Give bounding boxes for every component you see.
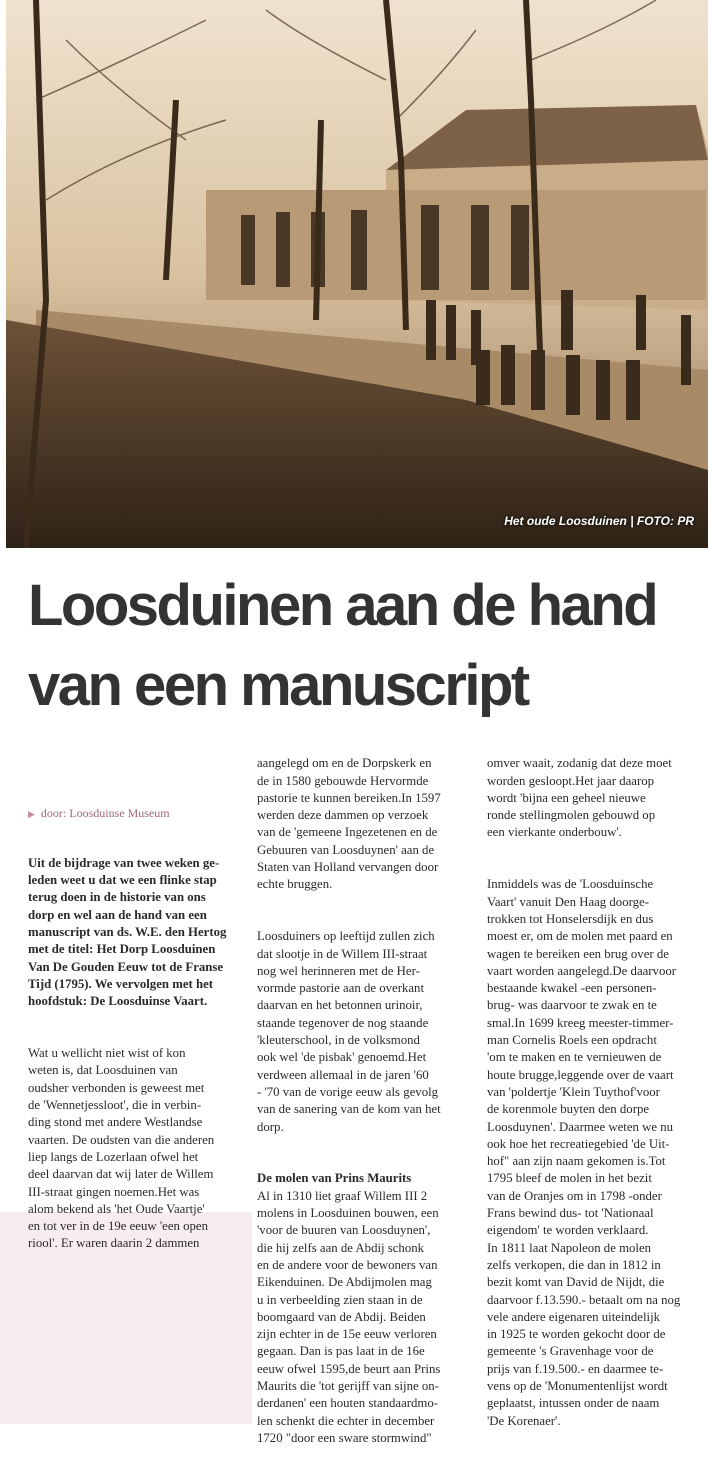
article-column-3 <box>487 738 707 1464</box>
article-column-1 <box>28 788 248 1287</box>
paragraph: Loosduiners op leeftijd zullen zich dat slootje in de Willem III-straat nog wel herinneren met de Her- vormde pastorie aan de overkant daarvan en het betonnen urinoir, staande tegenover de nog staande 'kleuterschool, in de volksmond ook wel 'de pisbak' genoemd.Het verdween allemaal in de jaren '60 - '70 van de vorige eeuw als gevolg van de sanering van de kom van het dorp. <box>257 929 441 1134</box>
historic-photo-loosduinen <box>6 0 708 548</box>
article-photo <box>6 0 708 548</box>
paragraph: aangelegd om en de Dorpskerk en de in 1580 gebouwde Hervormde pastorie te kunnen bereiken.In 1597 werden deze dammen op verzoek van de 'gemeene Ingezetenen en de Gebuuren van Loosduynen' aan de Staten van Holland vervangen door echte bruggen. <box>257 756 441 892</box>
paragraph: Wat u wellicht niet wist of kon weten is, dat Loosduinen van oudsher verbonden is geweest met de 'Wennetjessloot', die in verbin- ding stond met andere Westlandse vaarten. De oudsten van die anderen liep langs de Lozerlaan ofwel het deel daarvan dat wij later de Willem III-straat gingen noemen.Het was alom bekend als 'het Oude Vaartje' en tot ver in de 19e eeuw 'een open riool'. Er waren daarin 2 dammen <box>28 1046 215 1251</box>
paragraph: omver waait, zodanig dat deze moet worden gesloopt.Het jaar daarop wordt 'bijna een geheel nieuwe ronde stellingmolen gebouwd op een vierkante onderbouw'. <box>487 756 672 840</box>
photo-caption: Het oude Loosduinen | FOTO: PR <box>504 514 694 528</box>
article-column-2 <box>257 738 477 1464</box>
triangle-right-icon: ▶ <box>28 809 35 820</box>
article-intro: Uit de bijdrage van twee weken ge- leden weet u dat we een flinke stap terug doen in de historie van ons dorp en wel aan de hand van een manuscript van ds. W.E. den Hertog met de titel: Het Dorp Loosduinen Van De Gouden Eeuw tot de Franse Tijd (1795). We vervolgen met het hoofdstuk: De Loosduinse Vaart. <box>28 855 227 1009</box>
paragraph-with-subheading <box>257 1170 477 1447</box>
article-headline: Loosduinen aan de hand van een manuscript <box>28 573 657 718</box>
subheading: De molen van Prins Maurits <box>257 1171 412 1186</box>
byline <box>28 805 248 823</box>
paragraph: Al in 1310 liet graaf Willem III 2 molens in Loosduinen bouwen, een 'voor de buuren van Loosduynen', die hij zelfs aan de Abdij schonk en de andere voor de bewoners van Eikenduinen. De Abdijmolen mag u in verbeelding zien staan in de boomgaard van de Abdij. Beiden zijn echter in de 15e eeuw verloren gegaan. Dan is pas laat in de 16e eeuw ofwel 1595,de beurt aan Prins Maurits die 'tot gerijff van sijne on- derdanen' een houten standaardmo- len schenkt die echter in december 1720 "door een sware stormwind" <box>257 1188 441 1445</box>
paragraph: Inmiddels was de 'Loosduinsche Vaart' vanuit Den Haag doorge- trokken tot Honselersdijk en dus moest er, om de molen met paard en wagen te bereiken een brug over de vaart worden aangelegd.De daarvoor bestaande kwakel -een personen- brug- was daarvoor te zwak en te smal.In 1699 kreeg meester-timmer- man Cornelis Roels een opdracht 'om te maken en te vernieuwen de houte brugge,leggende over de vaart van 'poldertje 'Klein Tuythof'voor de korenmole buyten den dorpe Loosduynen'. Daarmee weten we nu ook hoe het recreatiegebied 'de Uit- hof" aan zijn naam gekomen is.Tot 1795 bleef de molen in het bezit van de Oranjes om in 1798 -onder Frans bewind dus- tot 'Nationaal eigendom' te worden verklaard. In 1811 laat Napoleon de molen zelfs verkopen, die dan in 1812 in bezit komt van David de Nijdt, die daarvoor f.13.590.- betaalt om na nog vele andere eigenaren uiteindelijk in 1925 te worden gekocht door de gemeente 's Gravenhage voor de prijs van f.19.500.- en daarmee te- vens op de 'Monumentenlijst wordt geplaatst, intussen onder de naam 'De Korenaer'. <box>487 877 681 1428</box>
byline-text: door: Loosduinse Museum <box>40 806 170 821</box>
